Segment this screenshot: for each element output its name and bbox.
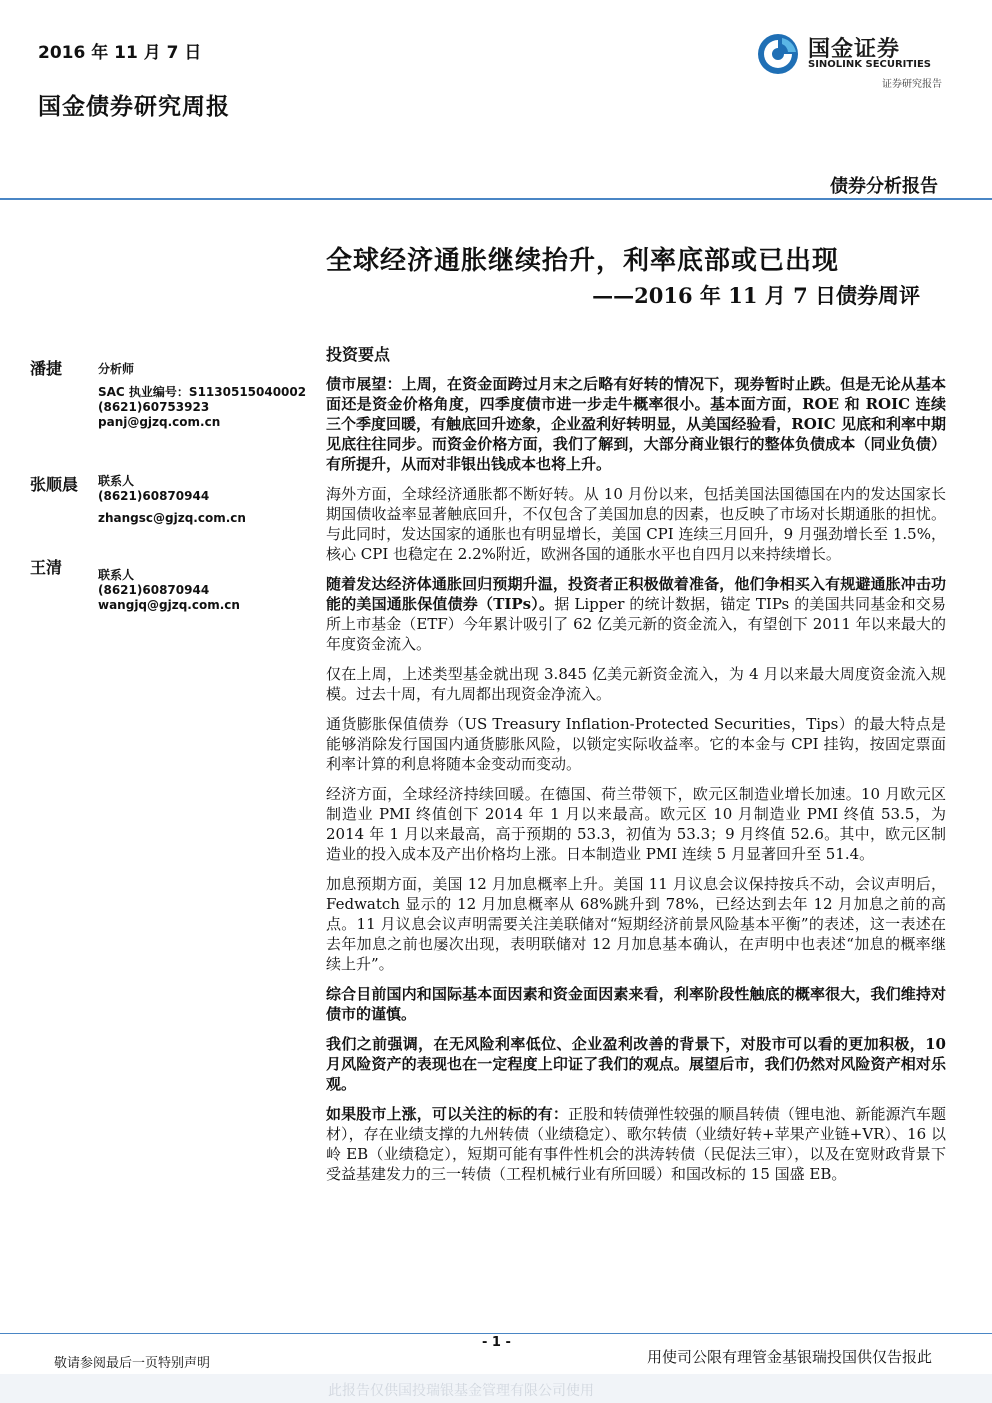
section-heading: 投资要点: [326, 345, 391, 364]
analyst-cert: S1130515040002: [188, 385, 307, 399]
series-title: 国金债券研究周报: [38, 93, 230, 120]
footer-right-text: 用使司公限有理管金基银瑞投国供仅告报此: [646, 1348, 932, 1366]
analyst-name: 潘捷: [30, 359, 63, 378]
body-paragraph: 经济方面，全球经济持续回暖。在德国、荷兰带领下，欧元区制造业增长加速。10 月欧元区制造业 PMI 终值创下 2014 年 1 月以来最高。欧元区 10 月制造业 PMI 终值 53.5，为 2014 年 1 月以来最高，高于预期的 53.3，初值为 53.3；9 月终值 52.6。其中，欧元区制造业的投入成本及产出价格均上涨。日本制造业 PMI 连续 5 月显著回升至 51.4。: [326, 785, 946, 863]
analyst-role: 联系人: [98, 474, 135, 488]
analyst-role: 联系人: [98, 568, 135, 582]
sinolink-logo-icon: [756, 32, 800, 76]
body-paragraph: 我们之前强调，在无风险利率低位、企业盈利改善的背景下，对股市可以看的更加积极，10 月风险资产的表现也在一定程度上印证了我们的观点。展望后市，我们仍然对风险资产相对乐观。: [326, 1035, 946, 1093]
analyst-name: 王清: [30, 558, 63, 577]
analyst-email: zhangsc@gjzq.com.cn: [98, 511, 246, 525]
page-subtitle: ——2016 年 11 月 7 日债券周评: [592, 283, 920, 308]
footer-divider: [0, 1333, 992, 1334]
logo-subtitle: 证券研究报告: [882, 79, 942, 90]
page-title: 全球经济通胀继续抬升，利率底部或已出现: [326, 246, 840, 276]
analyst-role: 分析师: [98, 362, 135, 376]
analyst-info: [98, 568, 240, 613]
report-body: [326, 374, 946, 1194]
body-paragraph: 如果股市上涨，可以关注的标的有：正股和转债弹性较强的顺昌转债（锂电池、新能源汽车题材），存在业绩支撑的九州转债（业绩稳定）、歌尔转债（业绩好转+苹果产业链+VR）、16 以岭 EB（业绩稳定），短期可能有事件性机会的洪涛转债（民促法三审），以及在宽财政背景下受益基建发力的三一转债（工程机械行业有所回暖）和国改标的 15 国盛 EB。: [326, 1105, 946, 1183]
body-paragraph: 随着发达经济体通胀回归预期升温，投资者正积极做着准备，他们争相买入有规避通胀冲击功能的美国通胀保值债券（TIPs）。据 Lipper 的统计数据，锚定 TIPs 的美国共同基金和交易所上市基金（ETF）今年累计吸引了 62 亿美元新的资金流入，有望创下 2011 年以来最大的年度资金流入。: [326, 575, 946, 653]
analyst-info: [98, 474, 246, 526]
analyst-name: 张顺晨: [30, 475, 79, 494]
body-paragraph: 通货膨胀保值债券（US Treasury Inflation-Protected Securities，Tips）的最大特点是能够消除发行国国内通货膨胀风险，以锁定实际收益率。它的本金与 CPI 挂钩，按固定票面利率计算的利息将随本金变动而变动。: [326, 715, 946, 773]
analyst-phone: (8621)60870944: [98, 583, 210, 597]
page-number: - 1 -: [482, 1335, 511, 1350]
logo-chinese-name: 国金证券: [808, 37, 901, 62]
logo-english-name: SINOLINK SECURITIES: [808, 59, 931, 70]
body-paragraph: 债市展望：上周，在资金面跨过月末之后略有好转的情况下，现券暂时止跌。但是无论从基本面还是资金价格角度，四季度债市进一步走牛概率很小。基本面方面，ROE 和 ROIC 连续三个季度回暖，有触底回升迹象，企业盈利好转明显，从美国经验看，ROIC 见底和利率中期见底往往同步。而资金价格方面，我们了解到，大部分商业银行的整体负债成本（同业负债）有所提升，从而对非银出钱成本也将上升。: [326, 375, 946, 473]
analyst-email: wangjq@gjzq.com.cn: [98, 598, 240, 612]
analyst-email: panj@gjzq.com.cn: [98, 415, 221, 429]
watermark-text: 此报告仅供国投瑞银基金管理有限公司使用: [328, 1383, 594, 1399]
header-divider: [0, 198, 992, 200]
analyst-phone: (8621)60870944: [98, 489, 210, 503]
body-paragraph: 海外方面，全球经济通胀都不断好转。从 10 月份以来，包括美国法国德国在内的发达国家长期国债收益率显著触底回升，不仅包含了美国加息的因素，也反映了市场对长期通胀的担忧。与此同时，发达国家的通胀也有明显增长，美国 CPI 连续三月回升，9 月强劲增长至 1.5%，核心 CPI 也稳定在 2.2%附近，欧洲各国的通胀水平也自四月以来持续增长。: [326, 485, 946, 563]
body-paragraph: 仅在上周，上述类型基金就出现 3.845 亿美元新资金流入，为 4 月以来最大周度资金流入规模。过去十周，有九周都出现资金净流入。: [326, 665, 946, 703]
analyst-cert-label: SAC 执业编号：: [98, 385, 189, 399]
body-paragraph: 综合目前国内和国际基本面因素和资金面因素来看，利率阶段性触底的概率很大，我们维持对债市的谨慎。: [326, 985, 946, 1023]
body-paragraph: 加息预期方面，美国 12 月加息概率上升。美国 11 月议息会议保持按兵不动，会议声明后，Fedwatch 显示的 12 月加息概率从 68%跳升到 78%，已经达到去年 12 月加息之前的高点。11 月议息会议声明需要关注美联储对“短期经济前景风险基本平衡”的表述，这一表述在去年加息之前也屡次出现，表明联储对 12 月加息基本确认，在声明中也表述“加息的概率继续上升”。: [326, 875, 947, 973]
report-date: 2016 年 11 月 7 日: [38, 43, 202, 63]
analyst-phone: (8621)60753923: [98, 400, 210, 414]
sinolink-logo: [756, 32, 946, 92]
analyst-info: [98, 362, 306, 430]
disclaimer-note: 敬请参阅最后一页特别声明: [54, 1356, 211, 1371]
report-type: 债券分析报告: [830, 176, 938, 197]
